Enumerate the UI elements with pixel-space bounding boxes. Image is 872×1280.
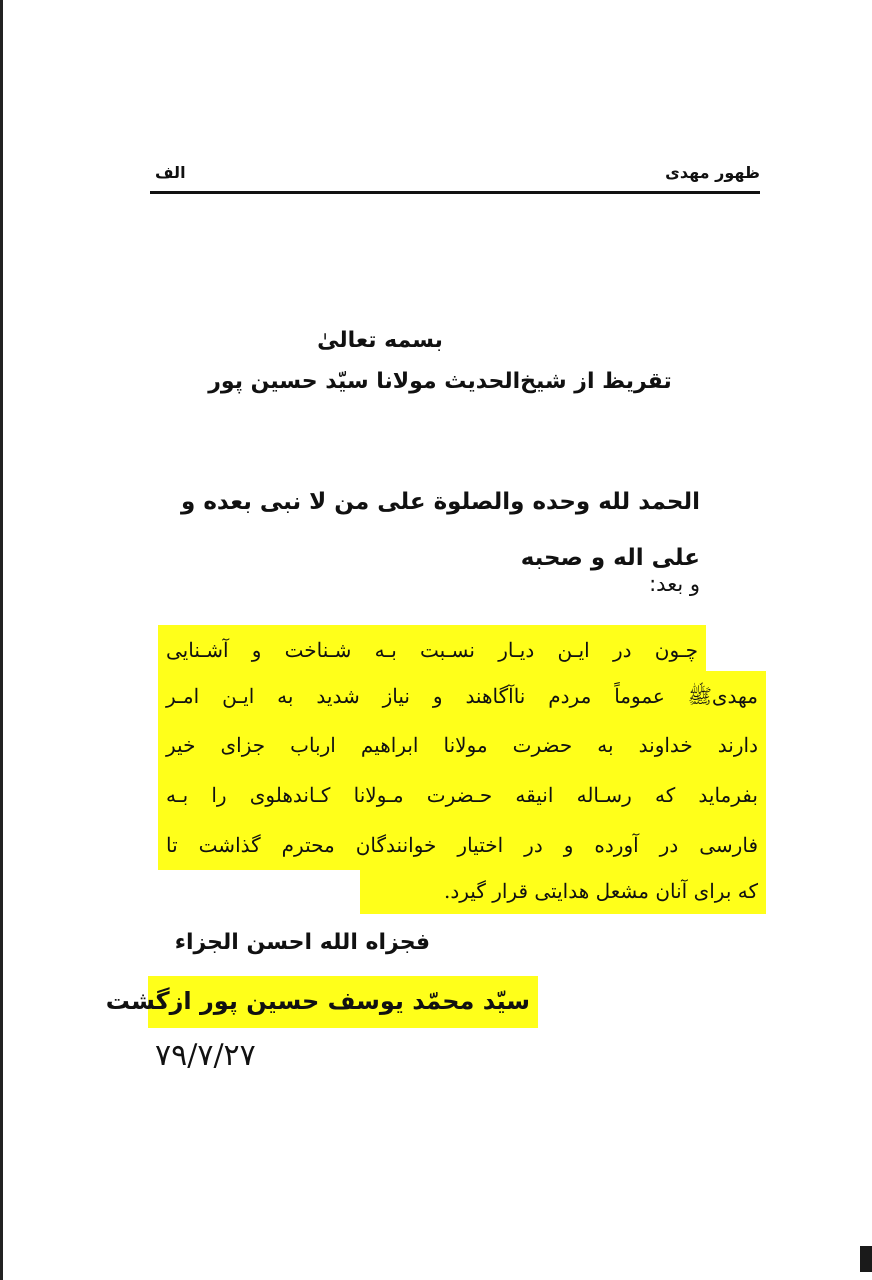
- body-line: دارند خداوند به حضرت مولانا ابراهیم ارباب جزای خیر: [158, 720, 766, 770]
- page-left-edge: [0, 0, 3, 1280]
- wa-bad-label: و بعد:: [649, 572, 700, 596]
- body-line: چـون در ایـن دیـار نسـبت بـه شـناخت و آشـنایی: [158, 625, 706, 675]
- page-corner-mark: [860, 1246, 872, 1272]
- body-line: که برای آنان مشعل هدایتی قرار گیرد.: [360, 868, 766, 914]
- closing-prayer: فجزاه الله احسن الجزاء: [174, 930, 430, 955]
- signature-name: سیّد محمّد یوسف حسین پور ازگشت: [148, 976, 538, 1028]
- page-header: [155, 163, 760, 187]
- body-line: بفرماید که رسـاله انیقه حـضرت مـولانا کـاندهلوی را بـه: [158, 770, 766, 820]
- heading-bismihi: بسمه تعالیٰ: [317, 328, 443, 353]
- page-number: الف: [155, 163, 186, 182]
- header-rule: [150, 191, 760, 194]
- running-title: ظهور مهدی: [665, 163, 760, 182]
- praise-paragraph: الحمد لله وحده والصلوة علی من لا نبی بعده و علی اله و صحبه: [181, 489, 700, 571]
- body-line: فارسی در آورده و در اختیار خوانندگان محترم گذاشت تا: [158, 820, 766, 870]
- heading-taqriz: تقریظ از شیخ‌الحدیث مولانا سیّد حسین پور: [208, 369, 672, 394]
- date: ۷۹/۷/۲۷: [155, 1038, 256, 1073]
- body-line: مهدیﷺ عموماً مردم ناآگاهند و نیاز شدید به ایـن امـر: [158, 671, 766, 721]
